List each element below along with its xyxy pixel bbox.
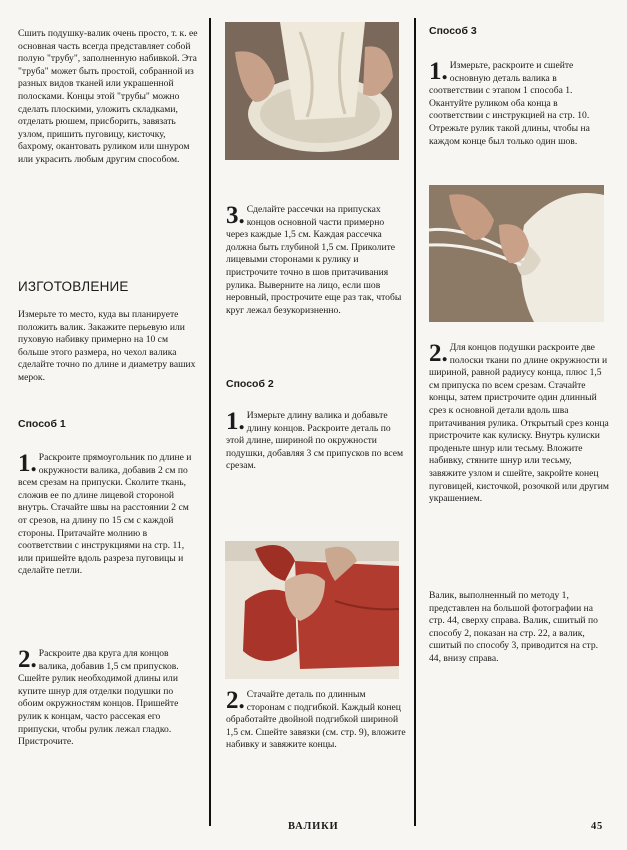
step-text: Раскроите два круга для концов валика, добавив 1,5 см припусков. Сшейте рулик необходимой длины или купите шнур для отделки подушки по обоим окружностям концов. Пришейте рулик к концам, часто рассекая его припуски, чтобы рулик лежал гладко. Пристрочите. (18, 648, 179, 748)
photo-drawstring-end-image (429, 185, 604, 322)
step-number: 1. (226, 408, 245, 435)
method1-step3 (226, 204, 406, 317)
column-rule-left (209, 18, 211, 826)
step-text: Измерьте длину валика и добавьте длину концов. Раскроите деталь по этой длине, шириной по окружности подушки, добавляя 3 см припусков по всем срезам. (226, 410, 404, 472)
step-text: Сделайте рассечки на припусках концов основной части примерно через каждые 1,5 см. Каждая рассечка должна быть глубиной 1,5 см. Приколите лицевыми сторонами к рулику и пристрочите точно в шов притачивания рулика. Выверните на лицо, если шов неровный, прострочите еще раз так, чтобы круг лежал безукоризненно. (226, 204, 402, 316)
photo-tying-end (225, 541, 399, 679)
step-text: Раскроите прямоугольник по длине и окружности валика, добавив 2 см по всем срезам на припуски. Сколите ткань, сложив ее по длине лицевой стороной внутрь. Стачайте швы на расстоянии 2 см от срезов, на длину по 15 см с каждой стороны. Притачайте молнию в соответствии с инструкциями на стр. 11, или пришейте вдоль разреза пуговицы и сделайте петли. (18, 452, 192, 577)
method1-step1 (18, 452, 200, 578)
method1-step2 (18, 648, 200, 749)
step-number: 2. (429, 340, 448, 367)
photo-stitching-end-image (225, 22, 399, 160)
method3-step1 (429, 60, 609, 148)
method3-title: Способ 3 (429, 25, 477, 37)
step-text: Стачайте деталь по длинным сторонам с подгибкой. Каждый конец обработайте двойной подгибкой шириной 1,5 см. Сшейте завязки (см. стр. 9), вложите набивку и завяжите концы. (226, 689, 406, 751)
page-number: 45 (591, 821, 604, 832)
step-text: Для концов подушки раскроите две полоски ткани по длине окружности и шириной, равной радиусу конца, плюс 1,5 см припуска по всем срезам. Стачайте концы, затем пристрочите один длинный срез к основной детали вдоль шва притачивания рулика. Открытый срез конца пристрочите как кулиску. Внутрь кулиски проденьте шнур или тесьму. Вложите набивку, стяните шнур или тесьму, завяжите узлом и сшейте, закройте конец пуговицей, кисточкой, розочкой или другим украшением. (429, 342, 609, 505)
intro-text: Сшить подушку-валик очень просто, т. к. ее основная часть всегда представляет собой полую "трубу", заполненную набивкой. Эта "труба" может быть простой, собранной из разных видов тканей или украшенной полосками. Концы этой "трубы" можно сделать плоскими, уложить складками, отделать рюшем, присборить, завязать узлом, пришить пуговицу, кисточку, бахрому, окантовать руликом или шнуром или украсить любым другим способом. (18, 28, 198, 165)
photo-drawstring-end (429, 185, 604, 322)
step-number: 1. (429, 58, 448, 85)
step-number: 2. (226, 687, 245, 714)
method2-step2 (226, 689, 406, 752)
column-rule-right (414, 18, 416, 826)
photo-stitching-end (225, 22, 399, 160)
method2-title: Способ 2 (226, 378, 274, 390)
step-number: 3. (226, 202, 245, 229)
method2-step1 (226, 410, 406, 473)
footer-section-title: ВАЛИКИ (288, 821, 339, 832)
photo-tying-end-image (225, 541, 399, 679)
method3-note: Валик, выполненный по методу 1, представлен на большой фотографии на стр. 44, сверху справа. Валик, сшитый по способу 2, показан на стр. 22, а валик, сшитый по способу 3, приводится на стр. 44, внизу справа. (429, 590, 599, 664)
step-number: 1. (18, 450, 37, 477)
method3-step2 (429, 342, 609, 506)
making-text: Измерьте то место, куда вы планируете положить валик. Закажите перьевую или пуховую набивку примерно на 10 см больше этого размера, но чехол валика сделайте точно по длине и диаметру ваших мерок. (18, 309, 196, 383)
step-number: 2. (18, 646, 37, 673)
method1-title: Способ 1 (18, 418, 66, 430)
step-text: Измерьте, раскроите и сшейте основную деталь валика в соответствии с этапом 1 способа 1. Окантуйте руликом оба конца в соответствии с инструкцией на стр. 10. Отрежьте рулик такой длины, чтобы на каждом конце был только один шов. (429, 60, 590, 147)
making-title: ИЗГОТОВЛЕНИЕ (18, 279, 129, 294)
